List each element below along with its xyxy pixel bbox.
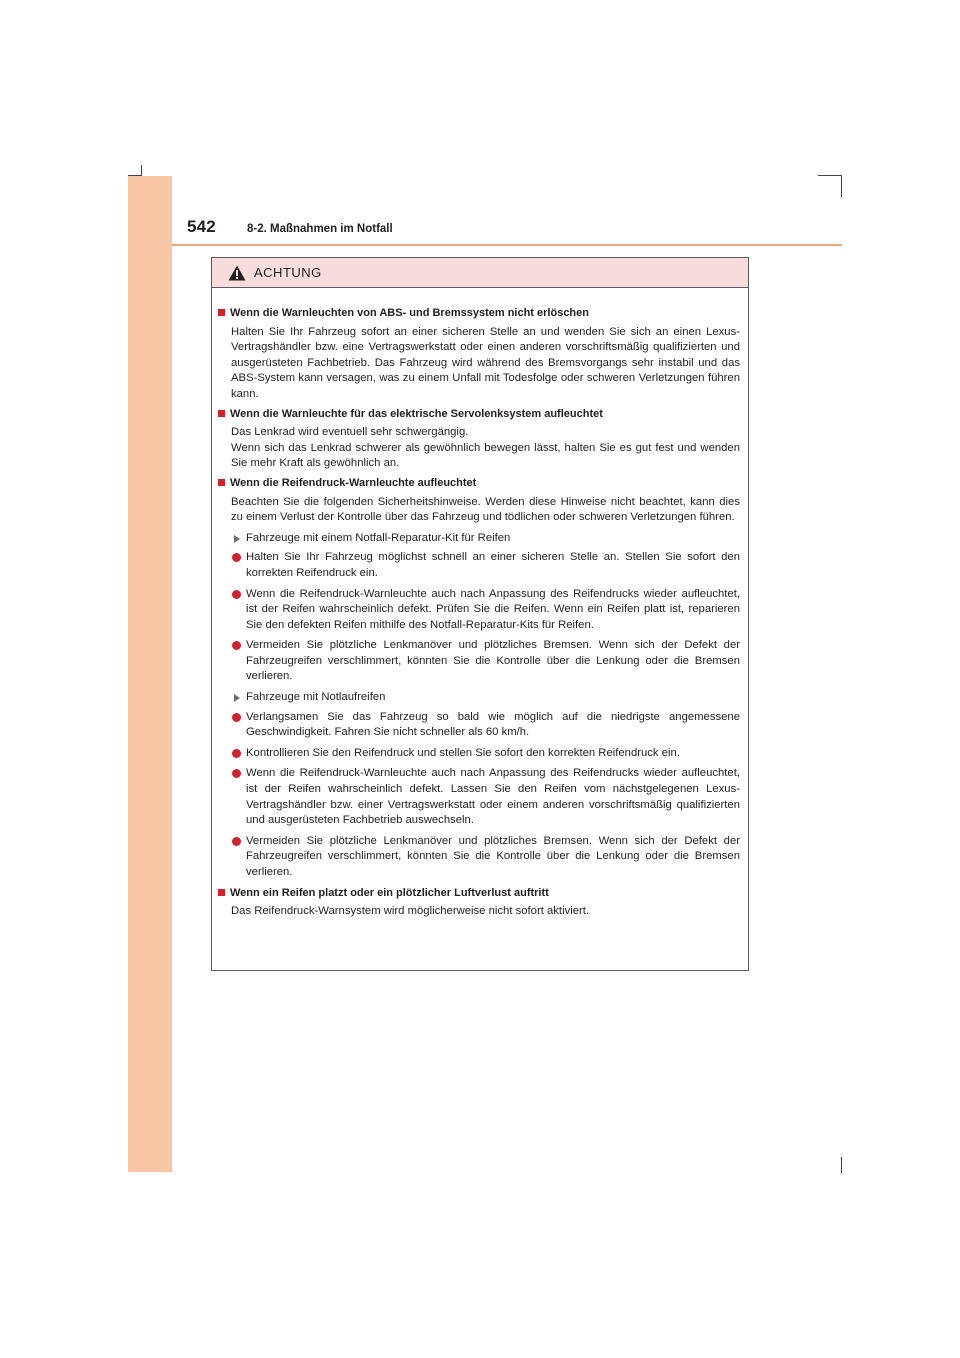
- section-heading: Wenn die Warnleuchte für das elektrische Servolenksystem aufleuchtet: [218, 407, 740, 423]
- list-item: Kontrollieren Sie den Reifendruck und stellen Sie sofort den korrekten Reifendruck ein.: [218, 746, 740, 762]
- paragraph: Wenn sich das Lenkrad schwerer als gewöhnlich bewegen lässt, halten Sie es gut fest und wenden Sie mehr Kraft als gewöhnlich an.: [231, 441, 740, 470]
- paragraph: Halten Sie Ihr Fahrzeug sofort an einer sicheren Stelle an und wenden Sie sich an einen Lexus-Vertragshändler bzw. eine Vertragswerkstatt oder einen anderen vorschriftsmäßig qualifizierten und ausgerüsteten Fachbetrieb. Das Fahrzeug wird während des Bremsvorgangs sehr instabil und das ABS-System kann versagen, was zu einem Unfall mit Todesfolge oder schweren Verletzungen führen kann.: [231, 325, 740, 400]
- paragraph: Beachten Sie die folgenden Sicherheitshinweise. Werden diese Hinweise nicht beachtet, kann dies zu einem Verlust der Kontrolle über das Fahrzeug und tödlichen oder schweren Verletzungen führen.: [231, 495, 740, 524]
- list-item: Verlangsamen Sie das Fahrzeug so bald wie möglich auf die niedrigste angemessene Geschwindigkeit. Fahren Sie nicht schneller als 60 km/h.: [218, 710, 740, 741]
- list-item: Wenn die Reifendruck-Warnleuchte auch nach Anpassung des Reifendrucks wieder aufleuchtet, ist der Reifen wahrscheinlich defekt. Lassen Sie den Reifen vom nächstgelegenen Lexus-Vertragshändler bzw. einer Vertragswerkstatt oder einem anderen vorschriftsmäßig qualifizierten und ausgerüsteten Fachbetrieb auswechseln.: [218, 766, 740, 828]
- red-square-marker-icon: [218, 410, 225, 417]
- red-square-marker-icon: [218, 889, 225, 896]
- section-heading: Wenn ein Reifen platzt oder ein plötzlicher Luftverlust auftritt: [218, 886, 740, 902]
- triangle-pointer-icon: [234, 535, 240, 543]
- page-number: 542: [187, 217, 216, 236]
- crop-mark-top-right-h: [818, 175, 842, 176]
- header-rule: [172, 244, 842, 246]
- red-bullet-icon: [232, 590, 241, 599]
- red-square-marker-icon: [218, 479, 225, 486]
- list-item: Wenn die Reifendruck-Warnleuchte auch nach Anpassung des Reifendrucks wieder aufleuchtet, ist der Reifen wahrscheinlich defekt. Prüfen Sie die Reifen. Wenn ein Reifen platt ist, reparieren Sie den defekten Reifen mithilfe des Notfall-Reparatur-Kits für Reifen.: [218, 587, 740, 634]
- red-bullet-icon: [232, 769, 241, 778]
- warning-header: [212, 258, 748, 288]
- crop-mark-top-left-v: [141, 165, 142, 176]
- list-item: Vermeiden Sie plötzliche Lenkmanöver und plötzliches Bremsen. Wenn sich der Defekt der Fahrzeugreifen verschlimmert, könnten Sie die Kontrolle über die Lenkung oder die Bremsen verlieren.: [218, 834, 740, 881]
- warning-triangle-icon: [228, 265, 246, 281]
- subsection-label: Fahrzeuge mit Notlaufreifen: [218, 690, 740, 706]
- list-item: Vermeiden Sie plötzliche Lenkmanöver und plötzliches Bremsen. Wenn sich der Defekt der Fahrzeugreifen verschlimmert, könnten Sie die Kontrolle über die Lenkung oder die Bremsen verlieren.: [218, 638, 740, 685]
- section-heading: Wenn die Warnleuchten von ABS- und Bremssystem nicht erlöschen: [218, 306, 740, 322]
- crop-mark-top-left-h: [128, 175, 142, 176]
- list-item: Halten Sie Ihr Fahrzeug möglichst schnell an einer sicheren Stelle an. Stellen Sie sofort den korrekten Reifendruck ein.: [218, 550, 740, 581]
- red-bullet-icon: [232, 837, 241, 846]
- paragraph: Das Reifendruck-Warnsystem wird möglicherweise nicht sofort aktiviert.: [231, 905, 590, 918]
- red-square-marker-icon: [218, 309, 225, 316]
- triangle-pointer-icon: [234, 694, 240, 702]
- warning-content: [212, 288, 748, 920]
- chapter-sidebar-tab: [128, 176, 172, 1172]
- red-bullet-icon: [232, 713, 241, 722]
- subsection-label: Fahrzeuge mit einem Notfall-Reparatur-Kit für Reifen: [218, 531, 740, 547]
- red-bullet-icon: [232, 553, 241, 562]
- red-bullet-icon: [232, 641, 241, 650]
- warning-box: [211, 257, 749, 971]
- red-bullet-icon: [232, 749, 241, 758]
- crop-mark-top-right-v: [841, 175, 842, 197]
- crop-mark-bottom-right-v: [841, 1157, 842, 1173]
- section-title: 8-2. Maßnahmen im Notfall: [247, 223, 393, 235]
- paragraph: Das Lenkrad wird eventuell sehr schwergängig.: [231, 426, 469, 439]
- section-heading: Wenn die Reifendruck-Warnleuchte aufleuchtet: [218, 476, 740, 492]
- warning-label: ACHTUNG: [254, 265, 322, 280]
